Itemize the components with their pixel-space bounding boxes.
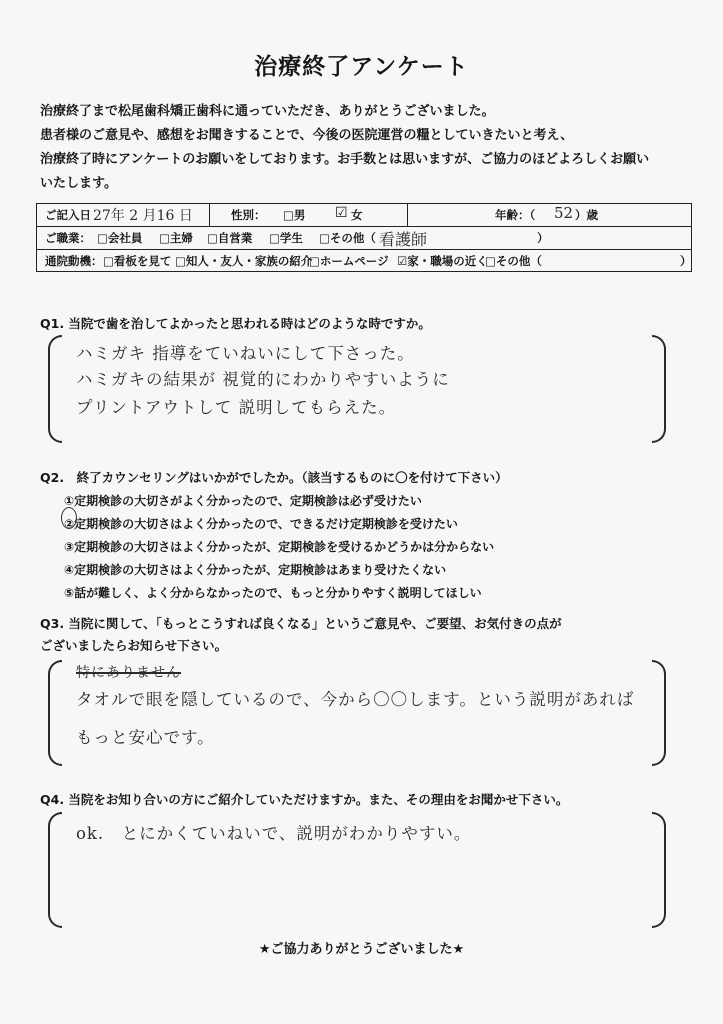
intro-line-2: 患者様のご意見や、感想をお聞きすることで、今後の医院運営の糧としていきたいと考え、 [40,128,574,143]
visit-option-signboard[interactable]: □看板を見て [103,254,172,268]
age-label: 年齢：（ [495,208,536,222]
job-label: ご職業： [45,231,91,245]
q3-title-line-1: Q3. 当院に関して、「もっとこうすれば良くなる」というご意見や、ご要望、お気付きの点が [40,616,562,631]
q4-bracket-right [652,812,666,928]
q4-bracket-left [48,812,62,928]
gender-label: 性別： [231,208,266,222]
q3-bracket-left [48,660,62,766]
age-value[interactable]: 52 [554,204,574,222]
q3-struck-text: 特にありません [76,665,181,681]
visit-label: 通院動機： [45,254,103,268]
visit-close: ） [680,254,692,268]
date-value[interactable]: 27年 2 月16 日 [93,208,193,224]
q3-bracket-right [652,660,666,766]
gender-female-label: 女 [351,208,363,222]
visit-option-nearby[interactable]: ☑家・職場の近く [397,254,488,268]
q2-option-2[interactable]: ②定期検診の大切さはよく分かったので、できるだけ定期検診を受けたい [64,517,458,531]
q2-title: Q2. 終了カウンセリングはいかがでしたか。（該当するものに〇を付けて下さい） [40,470,508,485]
q1-bracket-right [652,335,666,443]
q1-answer-line-1[interactable]: ハミガキ 指導をていねいにして下さった。 [76,344,415,363]
gender-male-checkbox[interactable]: □男 [283,208,306,222]
q1-title: Q1. 当院で歯を治してよかったと思われる時はどのような時ですか。 [40,316,431,331]
job-close: ） [537,231,549,245]
job-option-other[interactable]: □その他（ [319,231,376,245]
intro-line-1: 治療終了まで松尾歯科矯正歯科に通っていただき、ありがとうございました。 [40,104,495,119]
q2-option-3[interactable]: ③定期検診の大切さはよく分かったが、定期検診を受けるかどうかは分からない [64,540,495,554]
visit-option-referral[interactable]: □知人・友人・家族の紹介 [175,254,313,268]
job-option-selfemployed[interactable]: □自営業 [207,231,253,245]
job-value[interactable]: 看護師 [379,230,428,249]
q3-answer-line-2[interactable]: もっと安心です。 [76,728,215,747]
q2-option-5[interactable]: ⑤話が難しく、よく分からなかったので、もっと分かりやすく説明してほしい [64,586,482,600]
job-option-housewife[interactable]: □主婦 [159,231,193,245]
job-option-company[interactable]: □会社員 [97,231,143,245]
q1-answer-line-2[interactable]: ハミガキの結果が 視覚的にわかりやすいように [76,370,450,389]
q4-title: Q4. 当院をお知り合いの方にご紹介していただけますか。また、その理由をお聞かせ下さい。 [40,792,569,807]
q4-answer[interactable]: ok. とにかくていねいで、説明がわかりやすい。 [76,824,472,843]
patient-info-form [36,203,692,272]
job-option-student[interactable]: □学生 [269,231,303,245]
age-suffix: ）歳 [575,208,598,222]
intro-line-4: いたします。 [40,176,117,191]
gender-female-checkbox[interactable]: ☑ [335,205,348,221]
date-label: ご記入日 [45,208,91,222]
page-title: 治療終了アンケート [254,54,469,80]
q2-option-1[interactable]: ①定期検診の大切さがよく分かったので、定期検診は必ず受けたい [64,494,422,508]
visit-option-website[interactable]: □ホームページ [309,254,389,268]
q2-option-4[interactable]: ④定期検診の大切さはよく分かったが、定期検診はあまり受けたくない [64,563,447,577]
q2-selection-circle [61,507,77,529]
q1-bracket-left [48,335,62,443]
q3-answer-line-1[interactable]: タオルで眼を隠しているので、今から〇〇します。という説明があれば [76,690,635,709]
visit-option-other[interactable]: □その他（ [485,254,542,268]
footer-thanks: ★ご協力ありがとうございました★ [258,942,465,957]
intro-line-3: 治療終了時にアンケートのお願いをしております。お手数とは思いますが、ご協力のほどよろしくお願い [40,152,650,167]
q1-answer-line-3[interactable]: プリントアウトして 説明してもらえた。 [76,398,397,417]
q3-title-line-2: ございましたらお知らせ下さい。 [40,638,228,653]
